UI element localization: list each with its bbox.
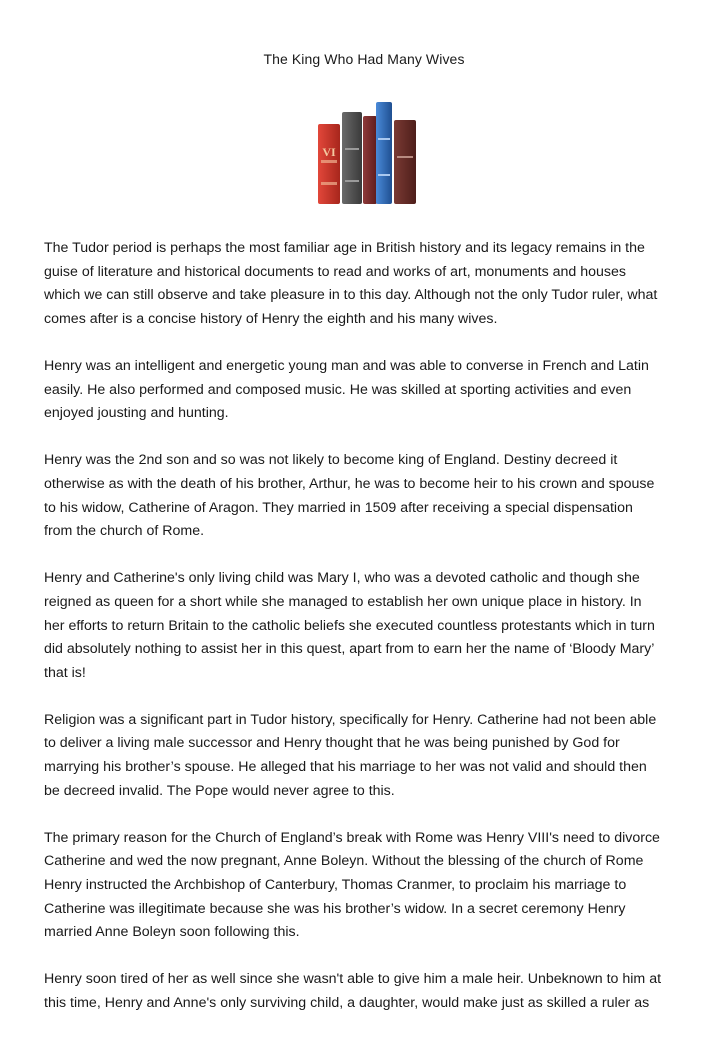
text-line: to deliver a living male successor and Henry thought that he was being punished by God for	[44, 735, 620, 752]
text-line: which we can still observe and take pleasure in to this day. Although not the only Tudor ruler, what	[44, 287, 658, 304]
text-line: married Anne Boleyn soon following this.	[44, 924, 300, 941]
paragraph-2	[44, 355, 692, 426]
paragraph-4	[44, 567, 692, 685]
text-line: Henry was an intelligent and energetic young man and was able to converse in French and Latin	[44, 357, 649, 374]
paragraph-1	[44, 237, 692, 331]
svg-text:VI: VI	[322, 145, 336, 159]
text-line: her efforts to return Britain to the catholic beliefs she executed countless protestants which in turn	[44, 617, 655, 634]
document-body	[44, 237, 692, 1039]
books-icon	[312, 98, 424, 210]
text-line: did absolutely nothing to assist her in this quest, apart from to earn her the name of ‘Bloody Mary’	[44, 641, 655, 658]
text-line: from the church of Rome.	[44, 523, 205, 540]
text-line: marrying his brother’s spouse. He alleged that his marriage to her was not valid and should then	[44, 759, 647, 776]
text-line: otherwise as with the death of his brother, Arthur, he was to become heir to his crown and spouse	[44, 475, 655, 492]
text-line: comes after is a concise history of Henry the eighth and his many wives.	[44, 310, 498, 327]
paragraph-7	[44, 968, 692, 1015]
text-line: this time, Henry and Anne's only surviving child, a daughter, would make just as skilled a ruler as	[44, 995, 650, 1011]
document-title: The King Who Had Many Wives	[263, 51, 465, 67]
text-line: that is!	[44, 664, 86, 681]
text-line: easily. He also performed and composed music. He was skilled at sporting activities and even	[44, 381, 632, 398]
paragraph-6	[44, 827, 692, 945]
text-line: reigned as queen for a short while she managed to establish her own unique place in history. In	[44, 593, 642, 610]
text-line: enjoyed jousting and hunting.	[44, 405, 229, 422]
text-line: Henry was the 2nd son and so was not likely to become king of England. Destiny decreed it	[44, 452, 618, 469]
text-line: be decreed invalid. The Pope would never agree to this.	[44, 782, 395, 799]
text-line: Religion was a significant part in Tudor history, specifically for Henry. Catherine had not been able	[44, 711, 657, 728]
text-line: Henry soon tired of her as well since she wasn't able to give him a male heir. Unbeknown to him at	[44, 971, 662, 988]
text-line: The primary reason for the Church of England’s break with Rome was Henry VIII's need to divorce	[44, 829, 660, 846]
text-line: Henry and Catherine's only living child was Mary I, who was a devoted catholic and though she	[44, 570, 640, 587]
text-line: to his widow, Catherine of Aragon. They married in 1509 after receiving a special dispensation	[44, 499, 633, 516]
text-line: guise of literature and historical documents to read and works of art, monuments and houses	[44, 263, 627, 280]
paragraph-3	[44, 449, 692, 543]
paragraph-5	[44, 709, 692, 803]
text-line: Catherine and wed the now pregnant, Anne Boleyn. Without the blessing of the church of Rome	[44, 853, 644, 870]
text-line: The Tudor period is perhaps the most familiar age in British history and its legacy remains in the	[44, 240, 645, 256]
text-line: Catherine was illegitimate because she was his brother’s widow. In a secret ceremony Henry	[44, 900, 626, 917]
text-line: Henry instructed the Archbishop of Canterbury, Thomas Cranmer, to proclaim his marriage to	[44, 877, 627, 894]
